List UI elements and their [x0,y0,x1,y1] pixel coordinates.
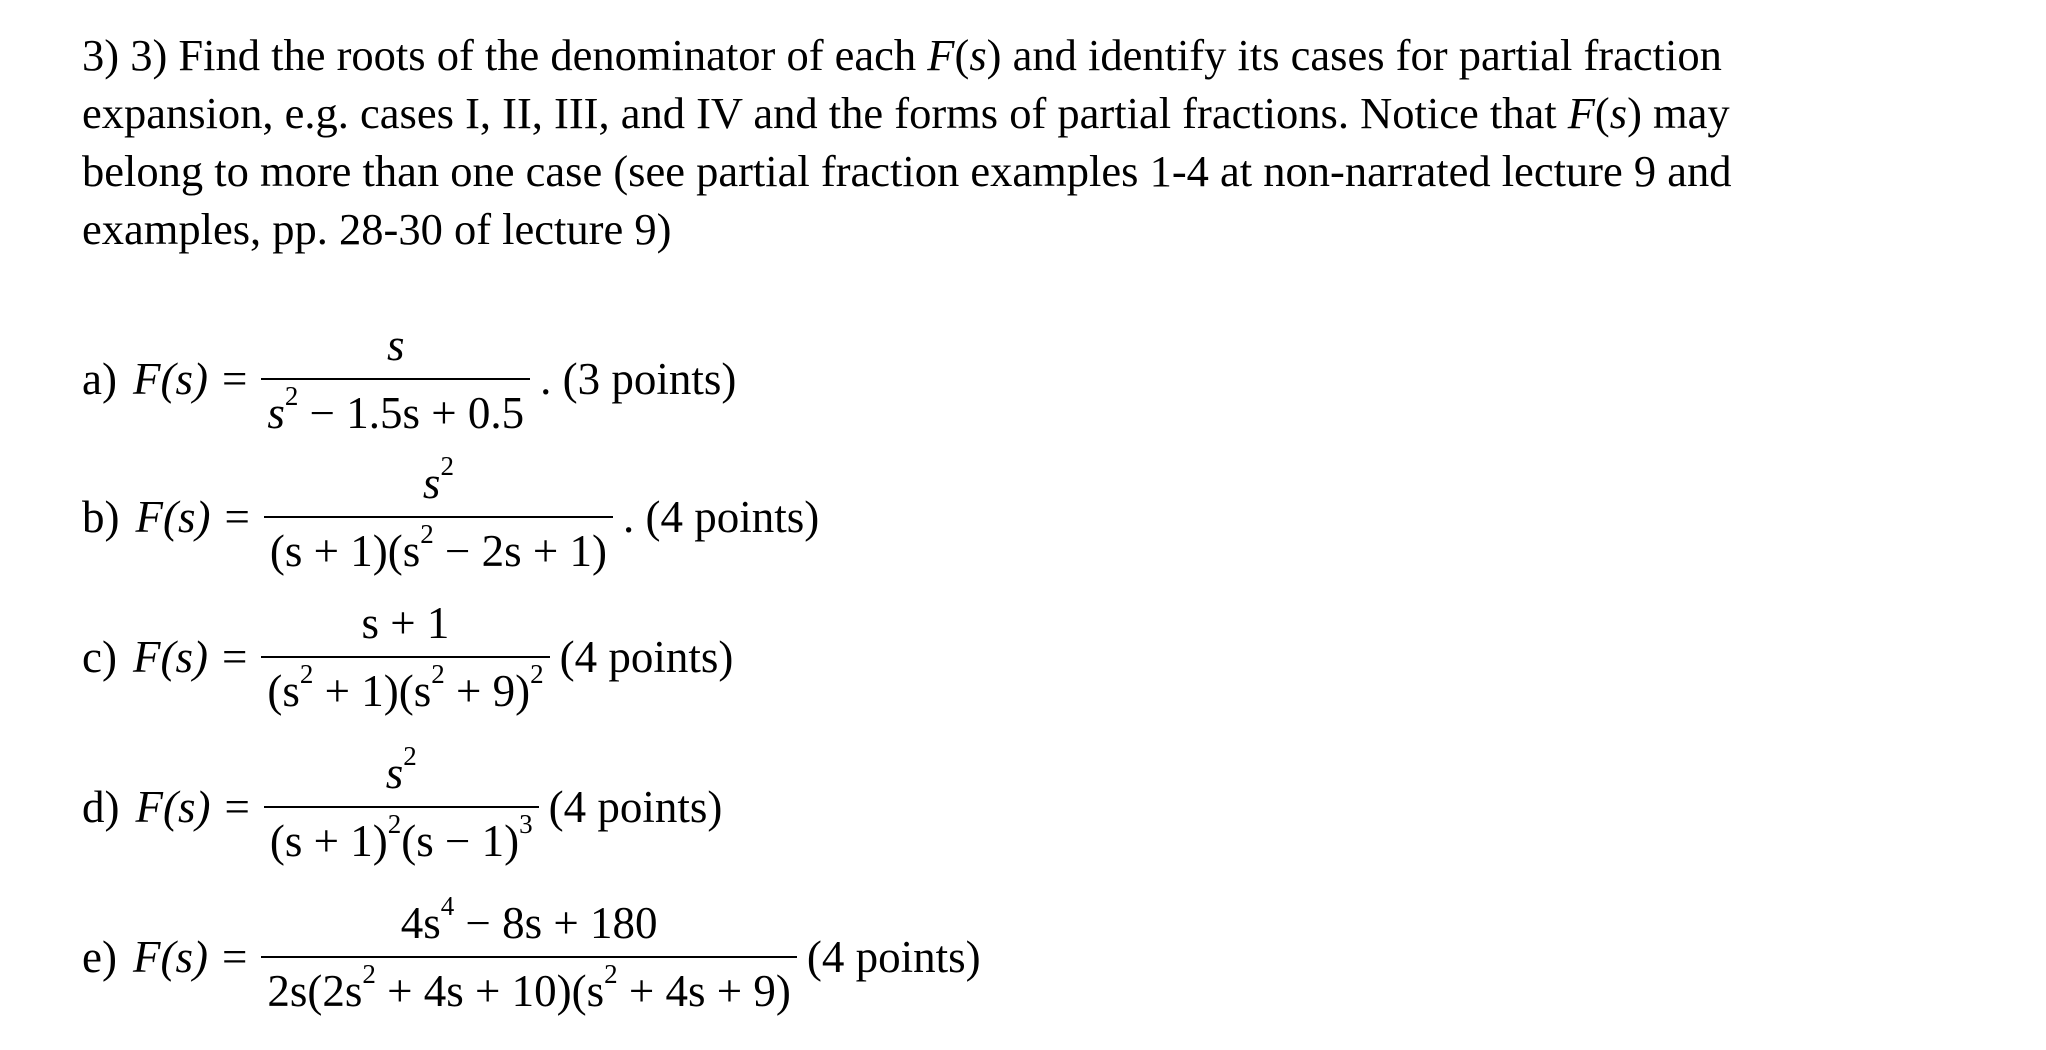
function-symbol: F(s) [135,492,211,542]
statement-line-3: belong to more than one case (see partial fraction examples 1-4 at non-narrated lecture 9 and [82,146,1732,196]
numerator: $s^2$ [422,451,454,508]
problem-e [82,882,1482,1032]
problem-label: a) [82,354,117,404]
problem-a [82,304,1482,454]
fraction [264,740,539,874]
numerator: $4s^4 - 8s + 180$ [400,891,658,948]
denominator: $(s + 1)(s^2 - 2s + 1)$ [269,519,607,576]
problem-statement [82,26,1982,258]
equals-sign: = [221,354,248,404]
problem-label: b) [82,492,120,542]
denominator: $s^2 - 1.5s + 0.5$ [267,381,525,438]
function-symbol: F(s) [132,632,208,682]
statement-line-4: examples, pp. 28-30 of lecture 9) [82,204,672,254]
denominator: $(s^2 + 1)(s^2 + 9)^2$ [267,659,544,716]
statement-line-2: expansion, e.g. cases I, II, III, and IV and the forms of partial fractions. Notice that F(s) may [82,88,1730,138]
fraction [261,890,797,1024]
points-label: . (4 points) [623,492,820,542]
numerator: s + 1 [361,598,450,648]
fraction [261,590,549,724]
problem-b [82,442,1482,592]
numerator: $s^2$ [385,741,417,798]
problem-label: e) [82,932,117,982]
points-label: . (3 points) [540,354,737,404]
fraction [264,450,613,584]
fraction [261,312,530,446]
statement-line-1: 3) 3) Find the roots of the denominator of each F(s) and identify its cases for partial fraction [82,30,1722,80]
problem-c [82,582,1482,732]
function-symbol: F(s) [135,782,211,832]
points-label: (4 points) [548,782,723,832]
equals-sign: = [221,932,248,982]
equals-sign: = [221,632,248,682]
denominator: $2s(2s^2 + 4s + 10)(s^2 + 4s + 9)$ [267,959,791,1016]
function-symbol: F(s) [132,354,208,404]
numerator: s [386,320,405,370]
points-label: (4 points) [559,632,734,682]
problem-label: d) [82,782,120,832]
equals-sign: = [224,492,250,542]
problem-label: c) [82,632,117,682]
points-label: (4 points) [806,932,981,982]
equals-sign: = [224,782,250,832]
denominator: $(s + 1)^2(s - 1)^3$ [269,809,533,866]
function-symbol: F(s) [132,932,208,982]
problem-d [82,732,1482,882]
